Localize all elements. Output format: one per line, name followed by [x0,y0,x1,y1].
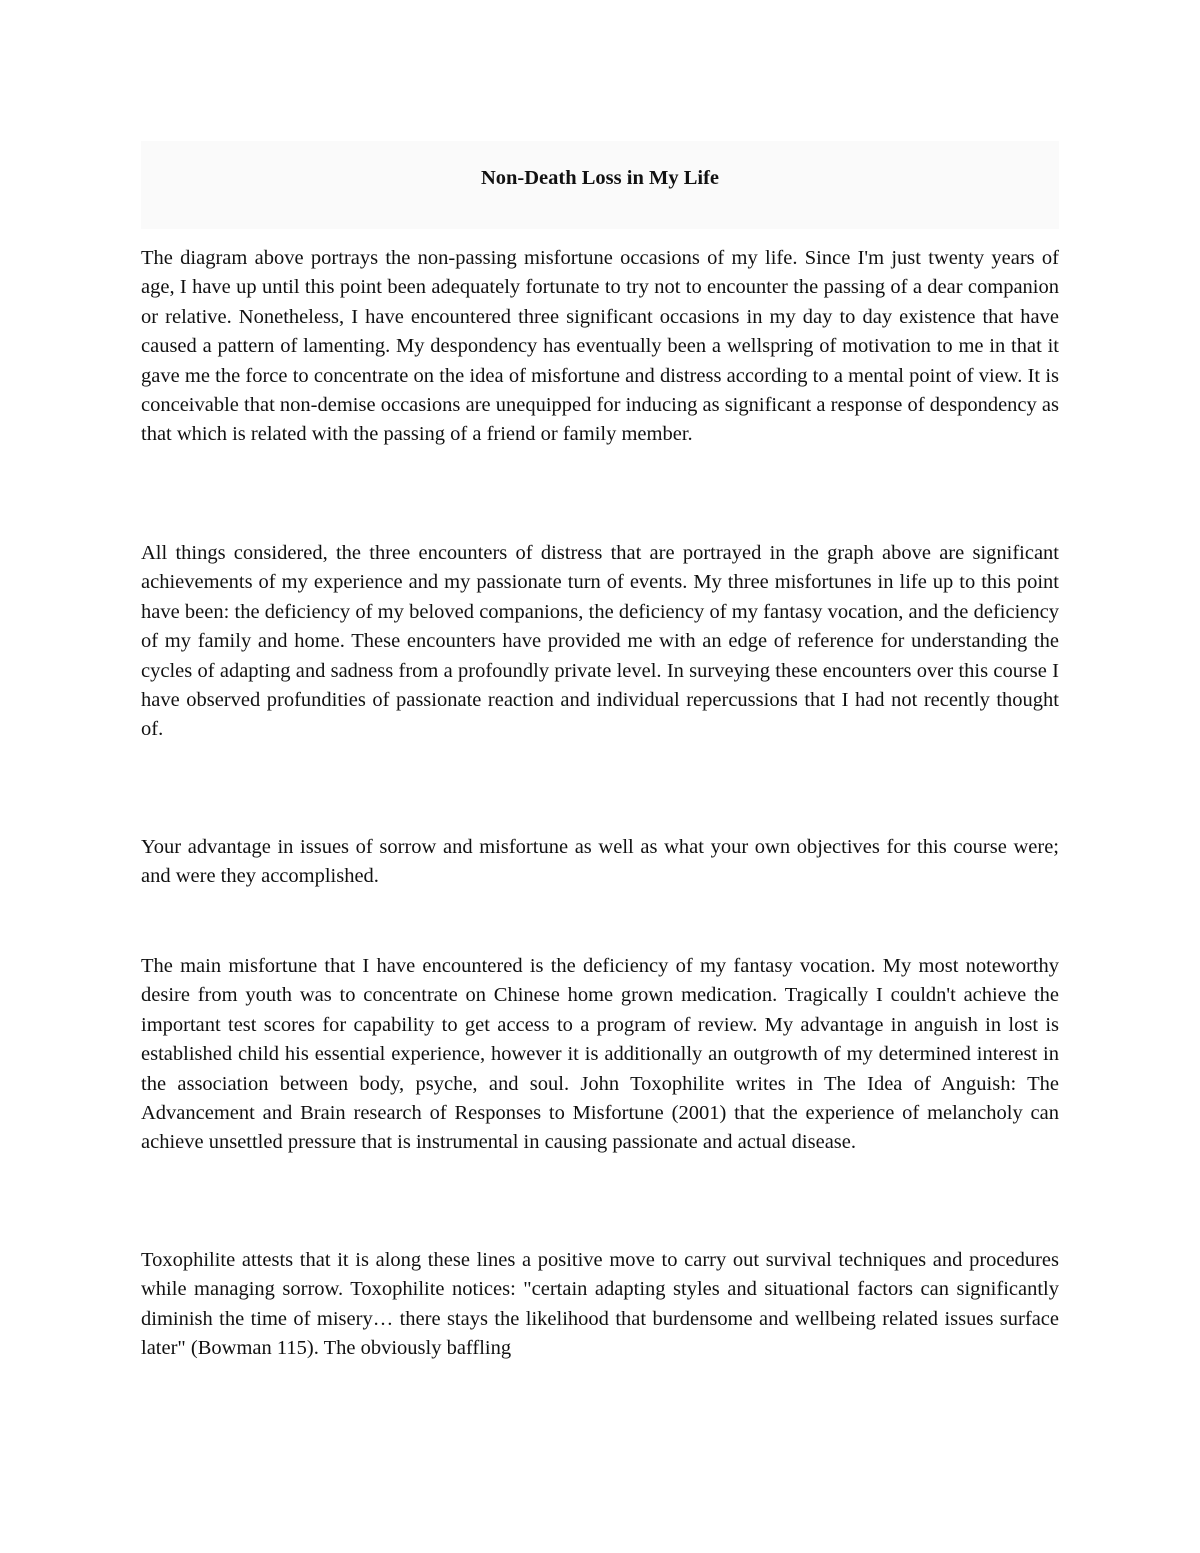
paragraph-1: The diagram above portrays the non-passing misfortune occasions of my life. Since I'm just twenty years of age, I have up until this point been adequately fortunate to try not to encounter the passing of a dear companion or relative. Nonetheless, I have encountered three significant occasions in my day to day existence that have caused a pattern of lamenting. My despondency has eventually been a wellspring of motivation to me in that it gave me the force to concentrate on the idea of misfortune and distress according to a mental point of view. It is conceivable that non-demise occasions are unequipped for inducing as significant a response of despondency as that which is related with the passing of a friend or family member. [141,247,1059,446]
paragraph-2: All things considered, the three encounters of distress that are portrayed in the graph above are significant achievements of my experience and my passionate turn of events. My three misfortunes in life up to this point have been: the deficiency of my beloved companions, the deficiency of my fantasy vocation, and the deficiency of my family and home. These encounters have provided me with an edge of reference for understanding the cycles of adapting and sadness from a profoundly private level. In surveying these encounters over this course I have observed profundities of passionate reaction and individual repercussions that I had not recently thought of. [141,542,1059,741]
paragraph-3: Your advantage in issues of sorrow and misfortune as well as what your own objectives for this course were; and were they accomplished. [141,836,1059,888]
document-title: Non-Death Loss in My Life [480,167,720,189]
paragraph-4: The main misfortune that I have encountered is the deficiency of my fantasy vocation. My most noteworthy desire from youth was to concentrate on Chinese home grown medication. Tragically I couldn't achieve the important test scores for capability to get access to a program of review. My advantage in anguish in lost is established child his essential experience, however it is additionally an outgrowth of my determined interest in the association between body, psyche, and soul. John Toxophilite writes in The Idea of Anguish: The Advancement and Brain research of Responses to Misfortune (2001) that the experience of melancholy can achieve unsettled pressure that is instrumental in causing passionate and actual disease. [141,955,1059,1154]
paragraph-5: Toxophilite attests that it is along these lines a positive move to carry out survival techniques and procedures while managing sorrow. Toxophilite notices: "certain adapting styles and situational factors can significantly diminish the time of misery… there stays the likelihood that burdensome and wellbeing related issues surface later" (Bowman 115). The obviously baffling [141,1249,1059,1360]
